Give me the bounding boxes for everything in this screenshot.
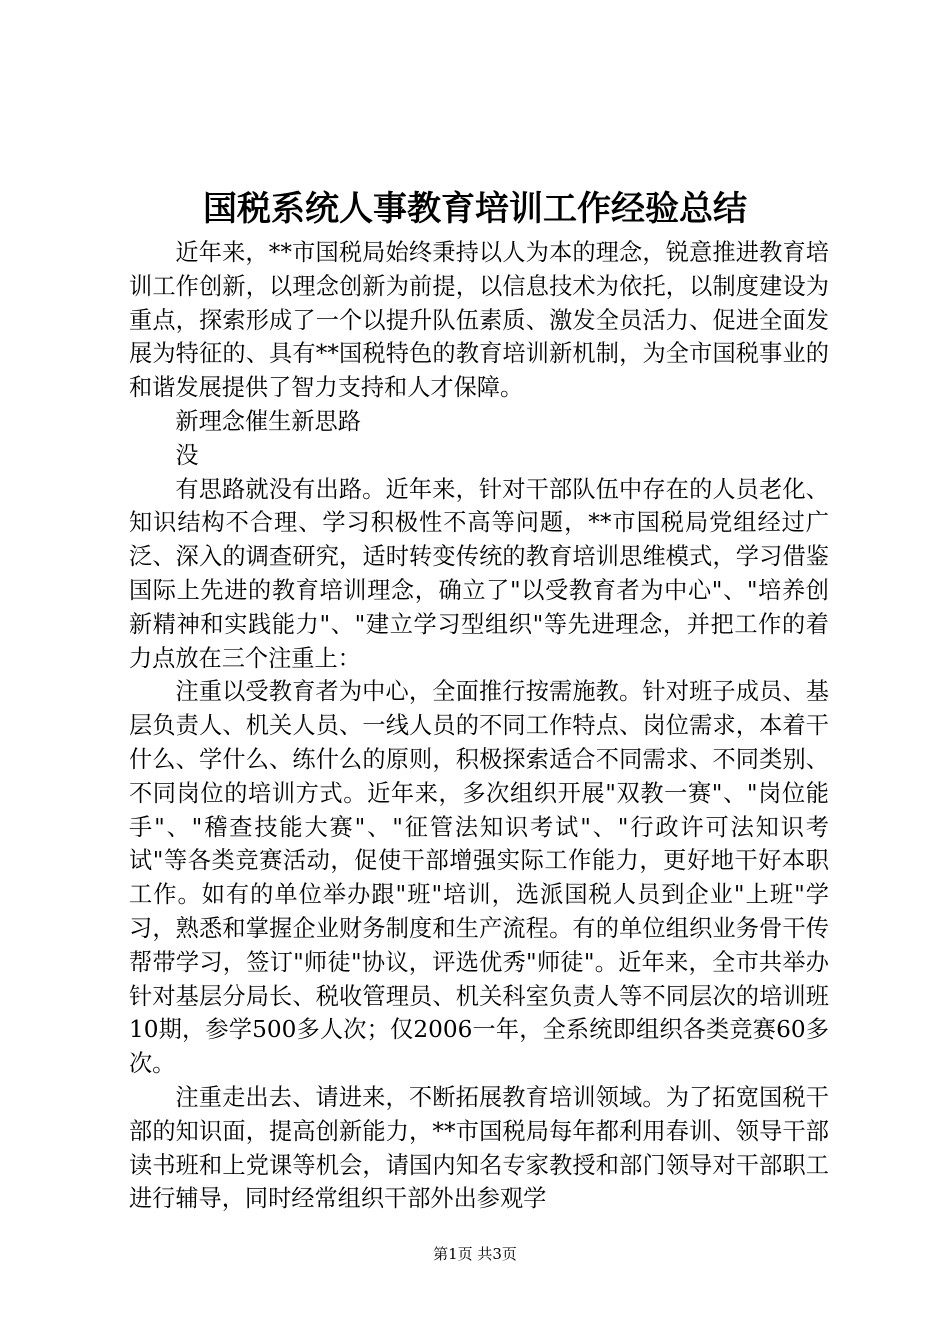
page-number-footer: 第1页 共3页 [433, 1245, 517, 1263]
dropcap-line: 没 [175, 441, 199, 469]
section-heading: 新理念催生新思路 [175, 407, 361, 435]
document-body [129, 236, 829, 1216]
document-title: 国税系统人事教育培训工作经验总结 [203, 189, 747, 229]
body-paragraph: 有思路就没有出路。近年来，针对干部队伍中存在的人员老化、知识结构不合理、学习积极性不高等问题，**市国税局党组经过广泛、深入的调查研究，适时转变传统的教育培训思维模式，学习借鉴国际上先进的教育培训理念，确立了"以受教育者为中心"、"培养创新精神和实践能力"、"建立学习型组织"等先进理念，并把工作的着力点放在三个注重上： [129, 475, 829, 672]
body-paragraph: 注重以受教育者为中心，全面推行按需施教。针对班子成员、基层负责人、机关人员、一线人员的不同工作特点、岗位需求，本着干什么、学什么、练什么的原则，积极探索适合不同需求、不同类别、不同岗位的培训方式。近年来，多次组织开展"双教一赛"、"岗位能手"、"稽查技能大赛"、"征管法知识考试"、"行政许可法知识考试"等各类竞赛活动，促使干部增强实际工作能力，更好地干好本职工作。如有的单位举办跟"班"培训，选派国税人员到企业"上班"学习，熟悉和掌握企业财务制度和生产流程。有的单位组织业务骨干传帮带学习，签订"师徒"协议，评选优秀"师徒"。近年来，全市共举办针对基层分局长、税收管理员、机关科室负责人等不同层次的培训班10期，参学500多人次；仅2006一年，全系统即组织各类竞赛60多次。 [129, 678, 829, 1078]
intro-paragraph: 近年来，**市国税局始终秉持以人为本的理念，锐意推进教育培训工作创新，以理念创新为前提，以信息技术为依托，以制度建设为重点，探索形成了一个以提升队伍素质、激发全员活力、促进全面发展为特征的、具有**国税特色的教育培训新机制，为全市国税事业的和谐发展提供了智力支持和人才保障。 [129, 239, 829, 402]
body-paragraph: 注重走出去、请进来，不断拓展教育培训领域。为了拓宽国税干部的知识面，提高创新能力，**市国税局每年都利用春训、领导干部读书班和上党课等机会，请国内知名专家教授和部门领导对干部职工进行辅导，同时经常组织干部外出参观学 [129, 1083, 829, 1213]
